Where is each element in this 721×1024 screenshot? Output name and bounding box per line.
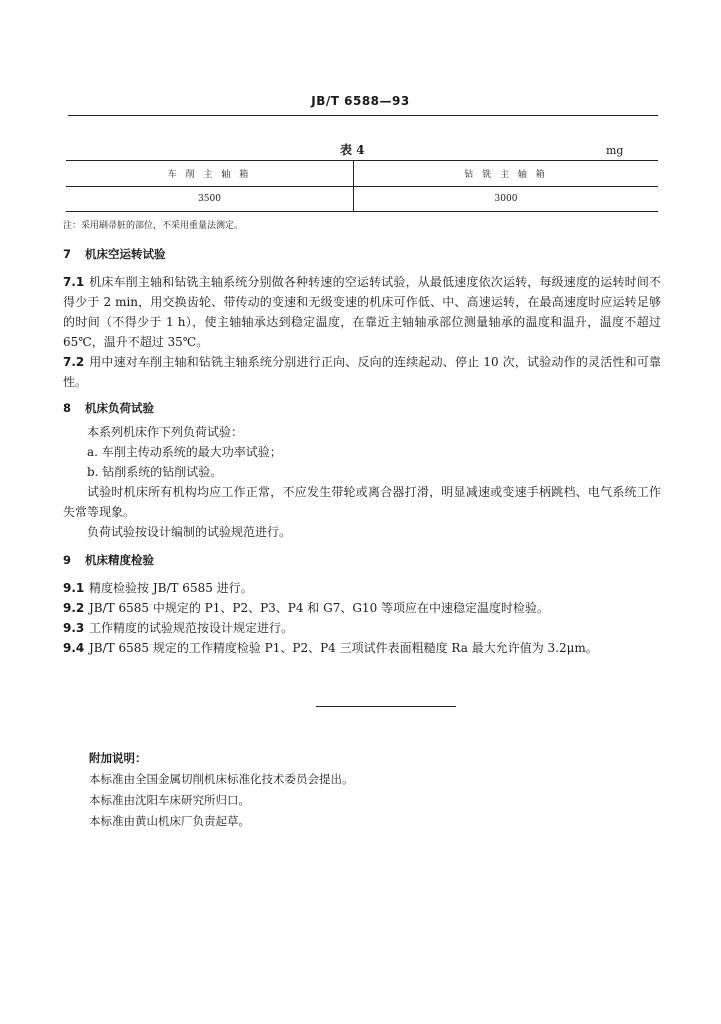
clause-number: 7.2 (63, 355, 85, 369)
table-row (66, 187, 658, 212)
list-item (63, 618, 661, 638)
table-4 (66, 160, 658, 212)
clause-text: JB/T 6585 中规定的 P1、P2、P3、P4 和 G7、G10 等项应在中速稳定温度时检验。 (89, 601, 550, 615)
section-7 (63, 244, 661, 392)
section-number: 8 (63, 401, 72, 415)
table-header-row (66, 161, 658, 187)
section-8-paragraph: 试验时机床所有机构均应工作正常，不应发生带轮或离合器打滑，明显减速或变速手柄跳档、电气系统工作失常等现象。 (63, 485, 661, 519)
section-8-paragraph: 负荷试验按设计编制的试验规范进行。 (87, 525, 292, 539)
clause-text: 机床车削主轴和钻铣主轴系统分别做各种转速的空运转试验，从最低速度依次运转，每级速度的运转时间不得少于 2 min，用交换齿轮、带传动的变速和无级变速的机床可作低、中、高速运转，在最高速度时应运转足够的时间（不得少于 1 h），使主轴轴承达到稳定温度，在靠近主轴轴承部位测量轴承的温度和温升，温度不超过 65℃，温升不超过 35℃。 (63, 275, 661, 349)
section-title: 机床精度检验 (85, 553, 154, 567)
clause-number: 7.1 (63, 275, 85, 289)
clause-number: 9.2 (63, 601, 85, 615)
list-item: a. 车削主传动系统的最大功率试验； (87, 445, 282, 459)
table-unit: mg (606, 144, 624, 157)
section-8 (63, 398, 661, 542)
section-title: 机床空运转试验 (85, 247, 166, 261)
section-9-heading (63, 550, 661, 570)
clause-text: 用中速对车削主轴和钻铣主轴系统分别进行正向、反向的连续起动、停止 10 次，试验动作的灵活性和可靠性。 (63, 355, 661, 389)
section-number: 7 (63, 247, 72, 261)
clause-text: JB/T 6585 规定的工作精度检验 P1、P2、P4 三项试件表面粗糙度 Ra 最大允许值为 3.2μm。 (89, 641, 598, 655)
section-title: 机床负荷试验 (85, 401, 154, 415)
appendix (89, 748, 354, 832)
section-8-intro: 本系列机床作下列负荷试验： (87, 425, 244, 439)
list-item (63, 598, 661, 618)
section-9 (63, 550, 661, 658)
list-item: b. 钻削系统的钻削试验。 (87, 465, 223, 479)
standard-code-header: JB/T 6588—93 (311, 94, 410, 108)
clause-number: 9.3 (63, 621, 85, 635)
section-8-heading (63, 398, 661, 418)
clause-number: 9.4 (63, 641, 85, 655)
clause-text: 精度检验按 JB/T 6585 进行。 (89, 581, 253, 595)
list-item (63, 578, 661, 598)
end-rule (316, 706, 456, 707)
section-7-heading (63, 244, 661, 264)
column-header-drilling: 钻 铣 主 轴 箱 (354, 161, 659, 187)
column-header-turning: 车 削 主 轴 箱 (66, 161, 354, 187)
paragraph-7-2 (63, 352, 661, 392)
appendix-line: 本标准由全国金属切削机床标准化技术委员会提出。 (89, 772, 354, 786)
cell-turning-value: 3500 (66, 187, 354, 212)
table-note: 注：采用刷帚脏的部位，不采用重量法测定。 (63, 221, 244, 231)
section-number: 9 (63, 553, 72, 567)
header-rule (68, 115, 658, 116)
paragraph-7-1 (63, 272, 661, 352)
appendix-line: 本标准由黄山机床厂负责起草。 (89, 814, 250, 828)
appendix-line: 本标准由沈阳车床研究所归口。 (89, 793, 250, 807)
list-item (63, 638, 661, 658)
appendix-title: 附加说明： (89, 751, 147, 765)
table-caption: 表 4 (340, 143, 365, 157)
clause-text: 工作精度的试验规范按设计规定进行。 (89, 621, 294, 635)
clause-number: 9.1 (63, 581, 85, 595)
cell-drilling-value: 3000 (354, 187, 659, 212)
